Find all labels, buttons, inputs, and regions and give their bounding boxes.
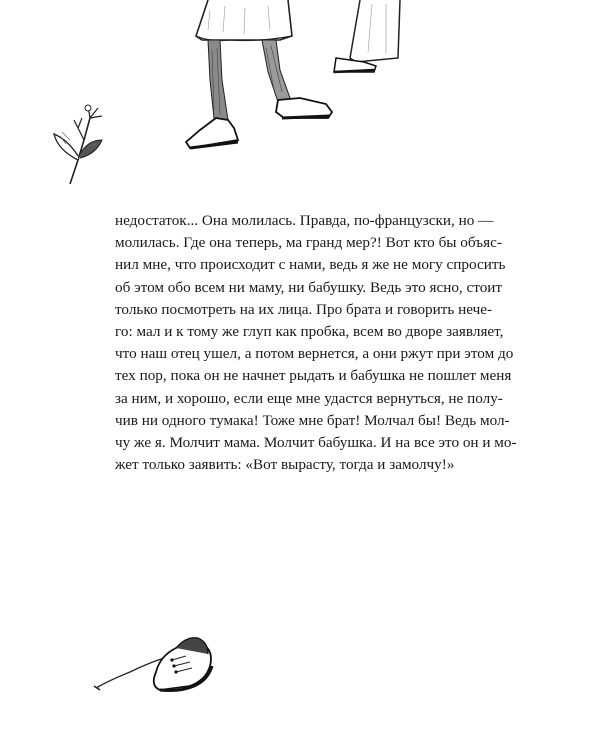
text-line: чу же я. Молчит мама. Молчит бабушка. И на все это он и мо- [115, 434, 517, 452]
text-line: нил мне, что происходит с нами, ведь я же не могу спросить [115, 256, 506, 274]
body-text [115, 210, 517, 476]
lone-shoe-illustration [90, 632, 220, 694]
text-line: молилась. Где она теперь, ма гранд мер?! Вот кто бы объяс- [115, 234, 502, 252]
text-line: жет только заявить: «Вот вырасту, тогда и замолчу!» [115, 456, 455, 474]
text-line: недостаток... Она молилась. Правда, по-французски, но — [115, 212, 494, 229]
text-line: что наш отец ушел, а потом вернется, а они ржут при этом до [115, 345, 514, 363]
text-line: только посмотреть на их лица. Про брата и говорить нече- [115, 300, 493, 318]
text-line: го: мал и к тому же глуп как пробка, всем во дворе заявляет, [115, 323, 504, 341]
text-line: об этом обо всем ни маму, ни бабушку. Ведь это ясно, стоит [115, 278, 503, 296]
plant-sketch-illustration [48, 100, 110, 184]
text-line: тех пор, пока он не начнет рыдать и бабушка не пошлет меня [115, 367, 512, 385]
text-line: чив ни одного тумака! Тоже мне брат! Молчал бы! Ведь мол- [115, 411, 510, 429]
text-line: за ним, и хорошо, если еще мне удастся вернуться, не полу- [115, 389, 503, 407]
legs-walking-illustration [150, 0, 410, 160]
